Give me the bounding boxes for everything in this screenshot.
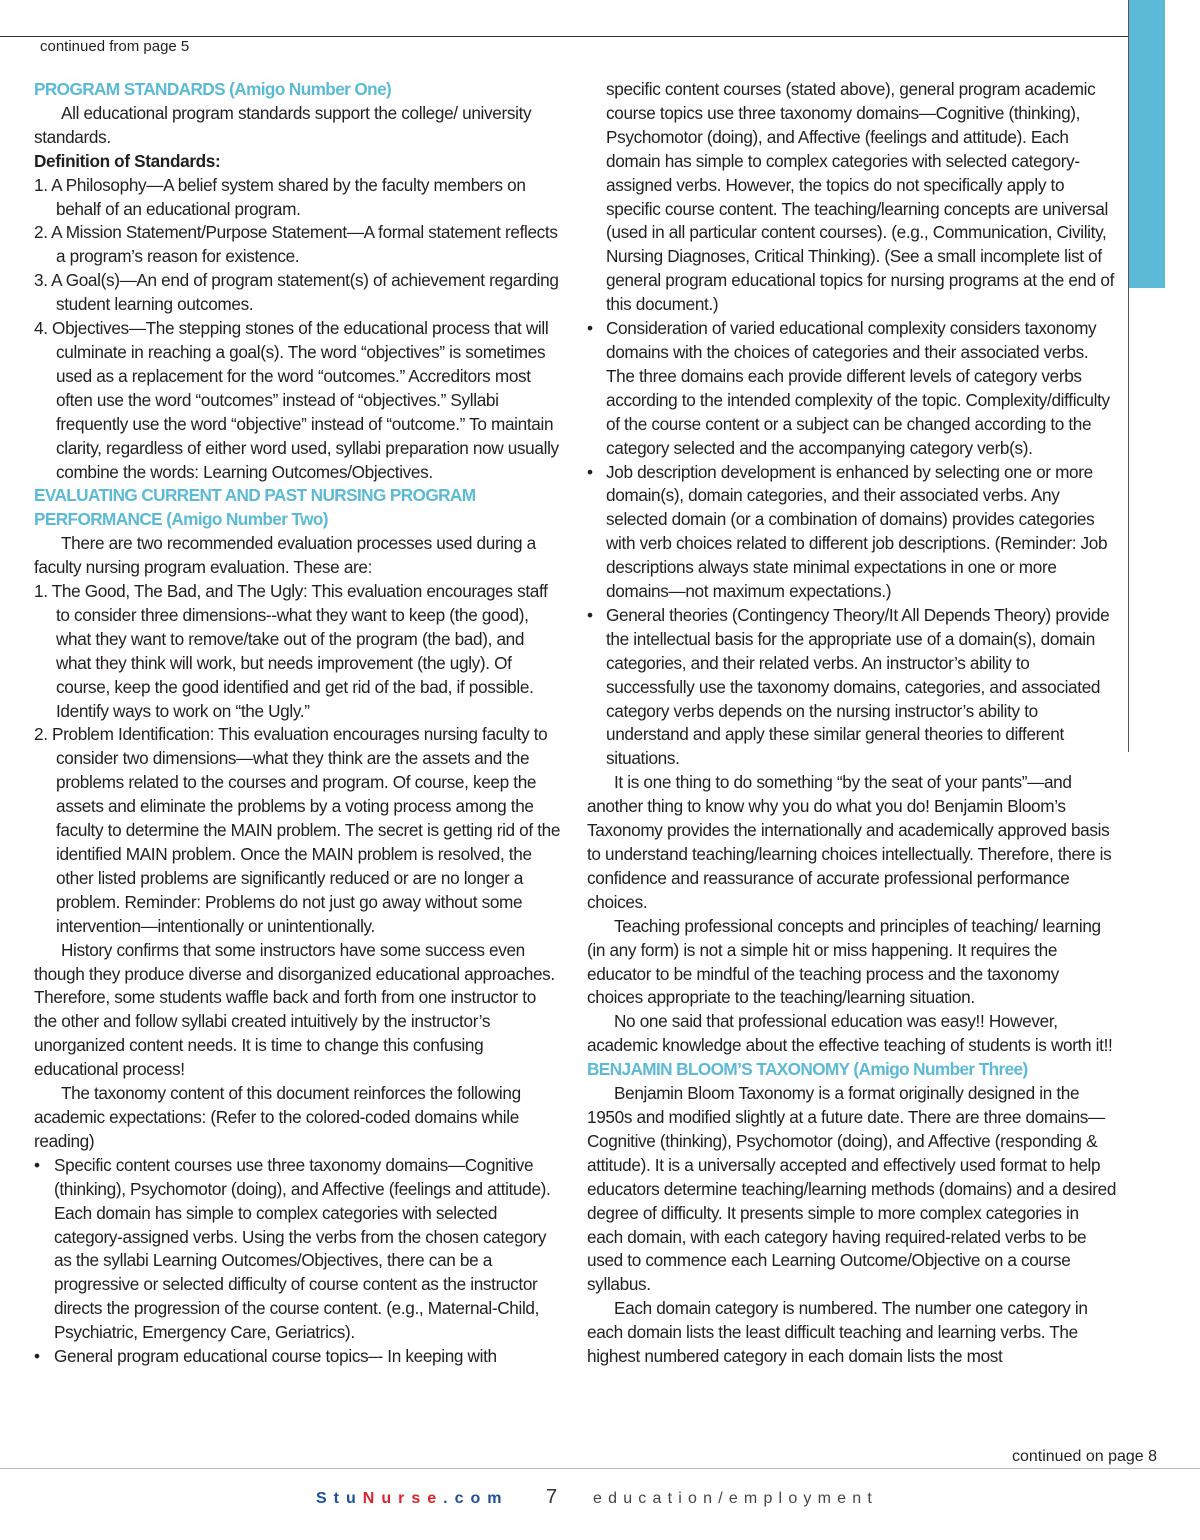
paragraph: There are two recommended evaluation processes used during a faculty nursing program evaluation. These are: bbox=[34, 533, 536, 578]
paragraph: Each domain category is numbered. The number one category in each domain lists the least difficult teaching and learning verbs. The highest numbered category in each domain lists the most bbox=[587, 1298, 1088, 1367]
paragraph: Teaching professional concepts and principles of teaching/ learning (in any form) is not a simple hit or miss happening. It requires the educator to be mindful of the teaching process and the taxonomy choices appropriate to the teaching/learning situation. bbox=[587, 915, 1101, 1008]
section-heading-bloom-taxonomy: BENJAMIN BLOOM’S TAXONOMY (Amigo Number Three) bbox=[587, 1059, 1028, 1080]
numbered-item: 1. A Philosophy—A belief system shared by the faculty members on behalf of an educational program. bbox=[34, 174, 526, 219]
bullet-item: • General program educational course topics–- In keeping with bbox=[34, 1345, 562, 1369]
page-footer bbox=[0, 1486, 1200, 1516]
numbered-item: 1. The Good, The Bad, and The Ugly: This evaluation encourages staff to consider three dimensions--what they want to keep (the good), what they want to remove/take out of the program (the bad), and what they think will work, but needs improvement (the ugly). Of course, keep the good identified and get rid of the bad, if possible. Identify ways to work on “the Ugly.” bbox=[34, 581, 548, 721]
brand-com: .com bbox=[443, 1490, 509, 1507]
footer-rule bbox=[0, 1468, 1200, 1469]
bullet-continuation: specific content courses (stated above), general program academic course topics use three taxonomy domains—Cognitive (thinking), Psychomotor (doing), and Affective (feelings and attitude). Each domain has simple to complex categories with selected category-assigned verbs. However, the topics do not specifically apply to specific course content. The teaching/learning concepts are universal (used in all particular content courses). (e.g., Communication, Civility, Nursing Diagnoses, Critical Thinking). (See a small incomplete list of general program educational topics for nursing programs at the end of this document.) bbox=[606, 79, 1115, 315]
section-heading-program-standards: PROGRAM STANDARDS (Amigo Number One) bbox=[34, 79, 392, 99]
continued-on-note: continued on page 8 bbox=[1011, 1448, 1157, 1465]
numbered-item: 3. A Goal(s)—An end of program statement(s) of achievement regarding student learning outcomes. bbox=[34, 270, 559, 315]
brand-nurse: Nurse bbox=[362, 1490, 444, 1507]
numbered-item: 2. A Mission Statement/Purpose Statement—A formal statement reflects a program’s reason for existence. bbox=[34, 222, 558, 267]
bullet-item: • Specific content courses use three taxonomy domains—Cognitive (thinking), Psychomotor (doing), and Affective (feelings and attitude). Each domain has simple to complex categories with selected category-assigned verbs. Using the verbs from the chosen category as the syllabi Learning Outcomes/Objectives, there can be a progressive or selected difficulty of course content as the instructor directs the progression of the course content. (e.g., Maternal-Child, Psychiatric, Emergency Care, Geriatrics). bbox=[34, 1154, 562, 1345]
brand-logo[interactable] bbox=[316, 1490, 508, 1508]
paragraph: It is one thing to do something “by the seat of your pants”—and another thing to know why you do what you do! Benjamin Bloom’s Taxonomy provides the internationally and academically approved basis to understand teaching/learning choices intellectually. Therefore, there is confidence and reassurance of accurate professional performance choices. bbox=[587, 772, 1112, 912]
bullet-item: • General theories (Contingency Theory/It All Depends Theory) provide the intellectual basis for the appropriate use of a domain(s), domain categories, and their related verbs. An instructor’s ability to successfully use the taxonomy domains, categories, and associated category verbs depends on the nursing instructor’s ability to understand and apply these similar general theories to different situations. bbox=[587, 604, 1117, 771]
paragraph: The taxonomy content of this document reinforces the following academic expectations: (Refer to the colored-coded domains while reading) bbox=[34, 1083, 521, 1151]
top-rule bbox=[0, 36, 1128, 37]
continued-from-note: continued from page 5 bbox=[40, 38, 190, 55]
subheading-definition-of-standards: Definition of Standards: bbox=[34, 150, 221, 171]
section-label: education/employment bbox=[593, 1490, 878, 1507]
page-number: 7 bbox=[546, 1486, 558, 1508]
paragraph: No one said that professional education was easy!! However, academic knowledge about the effective teaching of students is worth it!! bbox=[587, 1011, 1113, 1056]
bullet-item: • Consideration of varied educational complexity considers taxonomy domains with the choices of categories and their associated verbs. The three domains each provide different levels of category verbs according to the intended complexity of the topic. Complexity/difficulty of the course content or a subject can be changed according to the category selected and the accompanying category verb(s). bbox=[587, 317, 1117, 460]
paragraph: Benjamin Bloom Taxonomy is a format originally designed in the 1950s and modified slightly at a future date. There are three domains—Cognitive (thinking), Psychomotor (doing), and Affective (responding & attitude). It is a universally accepted and effectively used format to help educators determine teaching/learning methods (domains) and a desired degree of difficulty. It presents simple to more complex categories in each domain, with each category having required-related verbs to be used to commence each Learning Outcome/Objective on a course syllabus. bbox=[587, 1083, 1117, 1295]
paragraph: History confirms that some instructors have some success even though they produce diverse and disorganized educational approaches. Therefore, some students waffle back and forth from one instructor to the other and follow syllabi created intuitively by the instructor’s unorganized content needs. It is time to change this confusing educational process! bbox=[34, 939, 555, 1080]
right-column bbox=[587, 78, 1117, 1369]
numbered-item: 2. Problem Identification: This evaluation encourages nursing faculty to consider two dimensions—what they think are the assets and the problems related to the courses and program. Of course, keep the assets and eliminate the problems by a voting process among the faculty to determine the MAIN problem. The secret is getting rid of the identified MAIN problem. Once the MAIN problem is resolved, the other listed problems are significantly reduced or are no longer a problem. Reminder: Problems do not just go away without some intervention—intentionally or unintentionally. bbox=[34, 724, 561, 936]
numbered-item: 4. Objectives—The stepping stones of the educational process that will culminate in reaching a goal(s). The word “objectives” is sometimes used as a replacement for the word “outcomes.” Accreditors most often use the word “outcomes” instead of “objectives.” Syllabi frequently use the word “objective” instead of “outcome.” To maintain clarity, regardless of either word used, syllabi preparation now usually combine the words: Learning Outcomes/Objectives. bbox=[34, 318, 559, 482]
section-heading-evaluating-performance: EVALUATING CURRENT AND PAST NURSING PROGRAM PERFORMANCE (Amigo Number Two) bbox=[34, 485, 476, 530]
paragraph: All educational program standards support the college/ university standards. bbox=[34, 102, 532, 147]
brand-stu: Stu bbox=[316, 1490, 363, 1507]
left-column bbox=[34, 78, 562, 1369]
bullet-item: • Job description development is enhanced by selecting one or more domain(s), domain categories, and their associated verbs. Any selected domain (or a combination of domains) provides categories with verb choices related to different job descriptions. (Reminder: Job descriptions always state minimal expectations in one or more domains—not maximum expectations.) bbox=[587, 461, 1117, 604]
accent-sidebar-tab bbox=[1129, 0, 1165, 288]
